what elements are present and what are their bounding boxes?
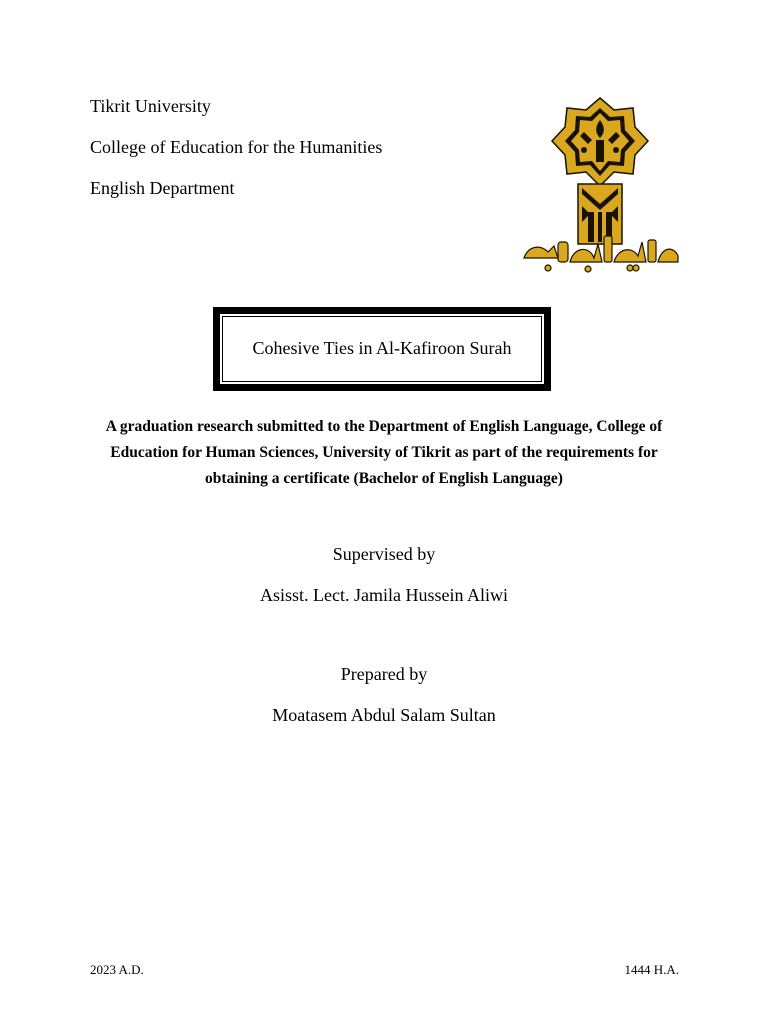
gregorian-year: 2023 A.D. bbox=[90, 962, 144, 977]
preparer-name: Moatasem Abdul Salam Sultan bbox=[272, 705, 496, 725]
prepared-by-label: Prepared by bbox=[340, 664, 428, 684]
supervisor-name: Asisst. Lect. Jamila Hussein Aliwi bbox=[260, 585, 508, 605]
supervised-by-label: Supervised by bbox=[332, 544, 436, 564]
title-frame bbox=[213, 307, 551, 391]
university-name: Tikrit University bbox=[90, 96, 211, 116]
tikrit-university-emblem-icon bbox=[518, 96, 683, 274]
title-frame-inner bbox=[219, 313, 545, 385]
submission-statement: A graduation research submitted to the Department of English Language, College of Education for Human Sciences, University of Tikrit as part of the requirements for obtaining a certificate (Bachelor of English Language) bbox=[105, 418, 663, 487]
department-name: English Department bbox=[90, 178, 235, 198]
document-title: Cohesive Ties in Al-Kafiroon Surah bbox=[252, 338, 512, 358]
college-name: College of Education for the Humanities bbox=[90, 137, 383, 157]
hijri-year: 1444 H.A. bbox=[624, 962, 679, 977]
